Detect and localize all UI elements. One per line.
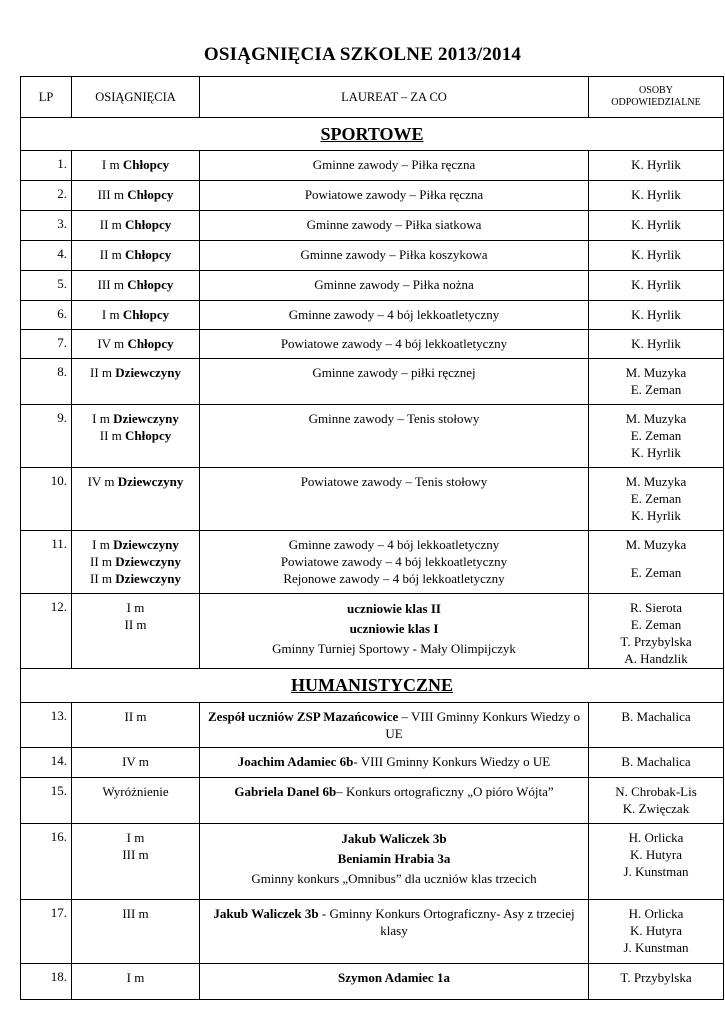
- row-description: [200, 778, 589, 824]
- row-achievement: [72, 405, 200, 468]
- responsible-person: E. Zeman: [630, 491, 682, 506]
- row-achievement: III m: [72, 900, 200, 964]
- row-place: II m: [99, 428, 122, 443]
- row-responsible: [589, 468, 724, 531]
- row-responsible: K. Hyrlik: [589, 271, 724, 301]
- table-row: [21, 181, 724, 211]
- row-achievement: [72, 531, 200, 594]
- row-achievement: II m: [72, 703, 200, 748]
- row-group: Chłopcy: [127, 336, 174, 351]
- responsible-person: E. Zeman: [630, 617, 682, 632]
- responsible-person: J. Kunstman: [623, 864, 689, 879]
- row-group: Chłopcy: [127, 187, 174, 202]
- row-achievement: [72, 241, 200, 271]
- responsible-person: E. Zeman: [630, 428, 682, 443]
- row-place: IV m: [97, 336, 125, 351]
- row-place: III m: [97, 187, 124, 202]
- row-achievement: [72, 271, 200, 301]
- row-description: [200, 964, 589, 1000]
- row-lp: 7.: [21, 330, 72, 359]
- laureate-name: uczniowie klas II: [347, 601, 441, 616]
- row-lp: 8.: [21, 359, 72, 405]
- responsible-person: A. Handzlik: [624, 651, 688, 666]
- responsible-person: K. Hyrlik: [631, 508, 681, 523]
- row-group: Dziewczyny: [113, 411, 179, 426]
- row-group: Dziewczyny: [117, 474, 184, 489]
- responsible-person: K. Hyrlik: [631, 445, 681, 460]
- table-row: [21, 405, 724, 468]
- table-row: [21, 748, 724, 778]
- row-place: II m: [90, 554, 113, 569]
- responsible-person: H. Orlicka: [628, 906, 684, 921]
- row-description: [200, 900, 589, 964]
- row-place: III m: [122, 847, 149, 862]
- table-row: [21, 778, 724, 824]
- row-description: Powiatowe zawody – 4 bój lekkoatletyczny: [200, 330, 589, 359]
- row-lp: 1.: [21, 151, 72, 181]
- laureate-name: Szymon Adamiec 1a: [338, 970, 450, 985]
- row-place: I m: [101, 157, 120, 172]
- table-row: [21, 301, 724, 330]
- description-line: Gminny konkurs „Omnibus” dla uczniów klas trzecich: [251, 871, 537, 886]
- row-place: IV m: [87, 474, 115, 489]
- row-group: Dziewczyny: [115, 554, 181, 569]
- row-lp: 13.: [21, 703, 72, 748]
- achievement-line: [75, 553, 196, 570]
- description-line: Gminne zawody – 4 bój lekkoatletyczny: [288, 537, 500, 552]
- laureate-name: Gabriela Danel 6b: [234, 784, 337, 799]
- row-place: I m: [92, 411, 110, 426]
- row-responsible: [589, 900, 724, 964]
- table-header: [21, 77, 724, 118]
- row-responsible: K. Hyrlik: [589, 181, 724, 211]
- row-group: Dziewczyny: [115, 365, 181, 380]
- row-lp: 3.: [21, 211, 72, 241]
- responsible-person: K. Hutyra: [630, 923, 682, 938]
- row-responsible: K. Hyrlik: [589, 301, 724, 330]
- row-description: [200, 703, 589, 748]
- table-row: [21, 271, 724, 301]
- responsible-person: M. Muzyka: [625, 474, 687, 489]
- row-responsible: B. Machalica: [589, 748, 724, 778]
- achievement-line: [75, 410, 196, 427]
- achievement-line: [75, 427, 196, 444]
- row-lp: 18.: [21, 964, 72, 1000]
- responsible-person: E. Zeman: [630, 565, 682, 580]
- table-row: [21, 241, 724, 271]
- row-group: Chłopcy: [122, 307, 170, 322]
- row-place: II m: [90, 571, 113, 586]
- row-description: Gminne zawody – Piłka nożna: [200, 271, 589, 301]
- description-text: - Gminny Konkurs Ortograficzny- Asy z trzeciej klasy: [318, 906, 575, 938]
- laureate-name: Joachim Adamiec 6b: [237, 754, 354, 769]
- row-responsible: K. Hyrlik: [589, 211, 724, 241]
- row-description: Powiatowe zawody – Piłka ręczna: [200, 181, 589, 211]
- responsible-person: E. Zeman: [630, 382, 682, 397]
- table-row: [21, 330, 724, 359]
- row-place: I m: [126, 830, 145, 845]
- header-lp: LP: [21, 77, 72, 118]
- row-responsible: [589, 824, 724, 900]
- row-description: [200, 748, 589, 778]
- laureate-name: Jakub Waliczek 3b: [341, 831, 447, 846]
- laureate-name: Jakub Waliczek 3b: [213, 906, 319, 921]
- responsible-person: K. Zwięczak: [622, 801, 690, 816]
- row-lp: 9.: [21, 405, 72, 468]
- row-group: Chłopcy: [125, 428, 172, 443]
- row-achievement: [72, 301, 200, 330]
- row-responsible: [589, 778, 724, 824]
- row-responsible: [589, 405, 724, 468]
- description-line: Powiatowe zawody – 4 bój lekkoatletyczny: [280, 554, 508, 569]
- achievement-line: [75, 570, 196, 587]
- row-achievement: [72, 824, 200, 900]
- row-lp: 6.: [21, 301, 72, 330]
- header-responsible: [589, 77, 724, 118]
- row-lp: 10.: [21, 468, 72, 531]
- row-responsible: T. Przybylska: [589, 964, 724, 1000]
- row-achievement: Wyróżnienie: [72, 778, 200, 824]
- row-place: I m: [92, 537, 110, 552]
- table-row: [21, 824, 724, 900]
- responsible-person: M. Muzyka: [625, 411, 687, 426]
- row-place: II m: [99, 217, 122, 232]
- section-sports: [21, 118, 724, 151]
- responsible-person: J. Kunstman: [623, 940, 689, 955]
- header-laureate: LAUREAT – ZA CO: [200, 77, 589, 118]
- row-achievement: [72, 330, 200, 359]
- responsible-person: T. Przybylska: [620, 634, 692, 649]
- row-lp: 15.: [21, 778, 72, 824]
- description-text: - VIII Gminny Konkurs Wiedzy o UE: [353, 754, 551, 769]
- row-achievement: [72, 594, 200, 669]
- header-achievement: OSIĄGNIĘCIA: [72, 77, 200, 118]
- laureate-name: Beniamin Hrabia 3a: [337, 851, 451, 866]
- row-place: II m: [99, 247, 122, 262]
- row-place: II m: [90, 365, 113, 380]
- achievements-table: [20, 76, 724, 1000]
- row-place: I m: [126, 600, 145, 615]
- row-lp: 16.: [21, 824, 72, 900]
- row-group: Dziewczyny: [113, 537, 179, 552]
- row-achievement: [72, 468, 200, 531]
- row-description: [200, 594, 589, 669]
- row-lp: 2.: [21, 181, 72, 211]
- row-description: Gminne zawody – Piłka ręczna: [200, 151, 589, 181]
- table-row: [21, 594, 724, 669]
- description-text: – VIII Gminny Konkurs Wiedzy o UE: [385, 709, 580, 741]
- row-achievement: [72, 151, 200, 181]
- table-row: [21, 531, 724, 594]
- row-achievement: IV m: [72, 748, 200, 778]
- row-lp: 17.: [21, 900, 72, 964]
- description-text: – Konkurs ortograficzny „O pióro Wójta”: [336, 784, 554, 799]
- laureate-name: uczniowie klas I: [349, 621, 439, 636]
- table-row: [21, 900, 724, 964]
- row-place: III m: [97, 277, 124, 292]
- row-lp: 11.: [21, 531, 72, 594]
- header-responsible-line-1: OSOBY: [639, 85, 673, 96]
- row-achievement: [72, 359, 200, 405]
- row-group: Chłopcy: [125, 217, 172, 232]
- row-description: [200, 824, 589, 900]
- row-group: Chłopcy: [125, 247, 172, 262]
- responsible-person: M. Muzyka: [625, 537, 687, 552]
- row-responsible: K. Hyrlik: [589, 330, 724, 359]
- row-description: Gminne zawody – 4 bój lekkoatletyczny: [200, 301, 589, 330]
- section-title: HUMANISTYCZNE: [21, 669, 724, 703]
- row-responsible: K. Hyrlik: [589, 241, 724, 271]
- row-responsible: [589, 359, 724, 405]
- achievement-line: [75, 536, 196, 553]
- table-row: [21, 151, 724, 181]
- row-description: Gminne zawody – Piłka siatkowa: [200, 211, 589, 241]
- row-group: Dziewczyny: [115, 571, 181, 586]
- header-responsible-line-2: ODPOWIEDZIALNE: [611, 97, 701, 108]
- row-description: [200, 531, 589, 594]
- responsible-person: H. Orlicka: [628, 830, 684, 845]
- row-lp: 14.: [21, 748, 72, 778]
- responsible-person: N. Chrobak-Lis: [615, 784, 697, 799]
- row-group: Chłopcy: [127, 277, 174, 292]
- section-title: SPORTOWE: [21, 118, 724, 151]
- row-lp: 12.: [21, 594, 72, 669]
- row-description: Gminne zawody – Tenis stołowy: [200, 405, 589, 468]
- table-row: [21, 468, 724, 531]
- description-line: Rejonowe zawody – 4 bój lekkoatletyczny: [283, 571, 505, 586]
- row-description: Powiatowe zawody – Tenis stołowy: [200, 468, 589, 531]
- row-responsible: K. Hyrlik: [589, 151, 724, 181]
- row-place: II m: [124, 617, 147, 632]
- row-description: Gminne zawody – piłki ręcznej: [200, 359, 589, 405]
- row-achievement: [72, 181, 200, 211]
- responsible-person: K. Hutyra: [630, 847, 682, 862]
- row-group: Chłopcy: [122, 157, 170, 172]
- row-lp: 5.: [21, 271, 72, 301]
- laureate-name: Zespół uczniów ZSP Mazańcowice: [208, 709, 399, 724]
- responsible-person: M. Muzyka: [625, 365, 687, 380]
- row-responsible: [589, 531, 724, 594]
- responsible-person: R. Sierota: [630, 600, 682, 615]
- description-line: Gminny Turniej Sportowy - Mały Olimpijczyk: [272, 641, 516, 656]
- row-achievement: [72, 211, 200, 241]
- row-lp: 4.: [21, 241, 72, 271]
- row-responsible: B. Machalica: [589, 703, 724, 748]
- row-description: Gminne zawody – Piłka koszykowa: [200, 241, 589, 271]
- table-row: [21, 964, 724, 1000]
- section-humanities: [21, 669, 724, 703]
- table-row: [21, 703, 724, 748]
- row-achievement: I m: [72, 964, 200, 1000]
- page-title: OSIĄGNIĘCIA SZKOLNE 2013/2014: [203, 44, 522, 65]
- table-row: [21, 211, 724, 241]
- table-row: [21, 359, 724, 405]
- row-responsible: [589, 594, 724, 669]
- row-place: I m: [101, 307, 120, 322]
